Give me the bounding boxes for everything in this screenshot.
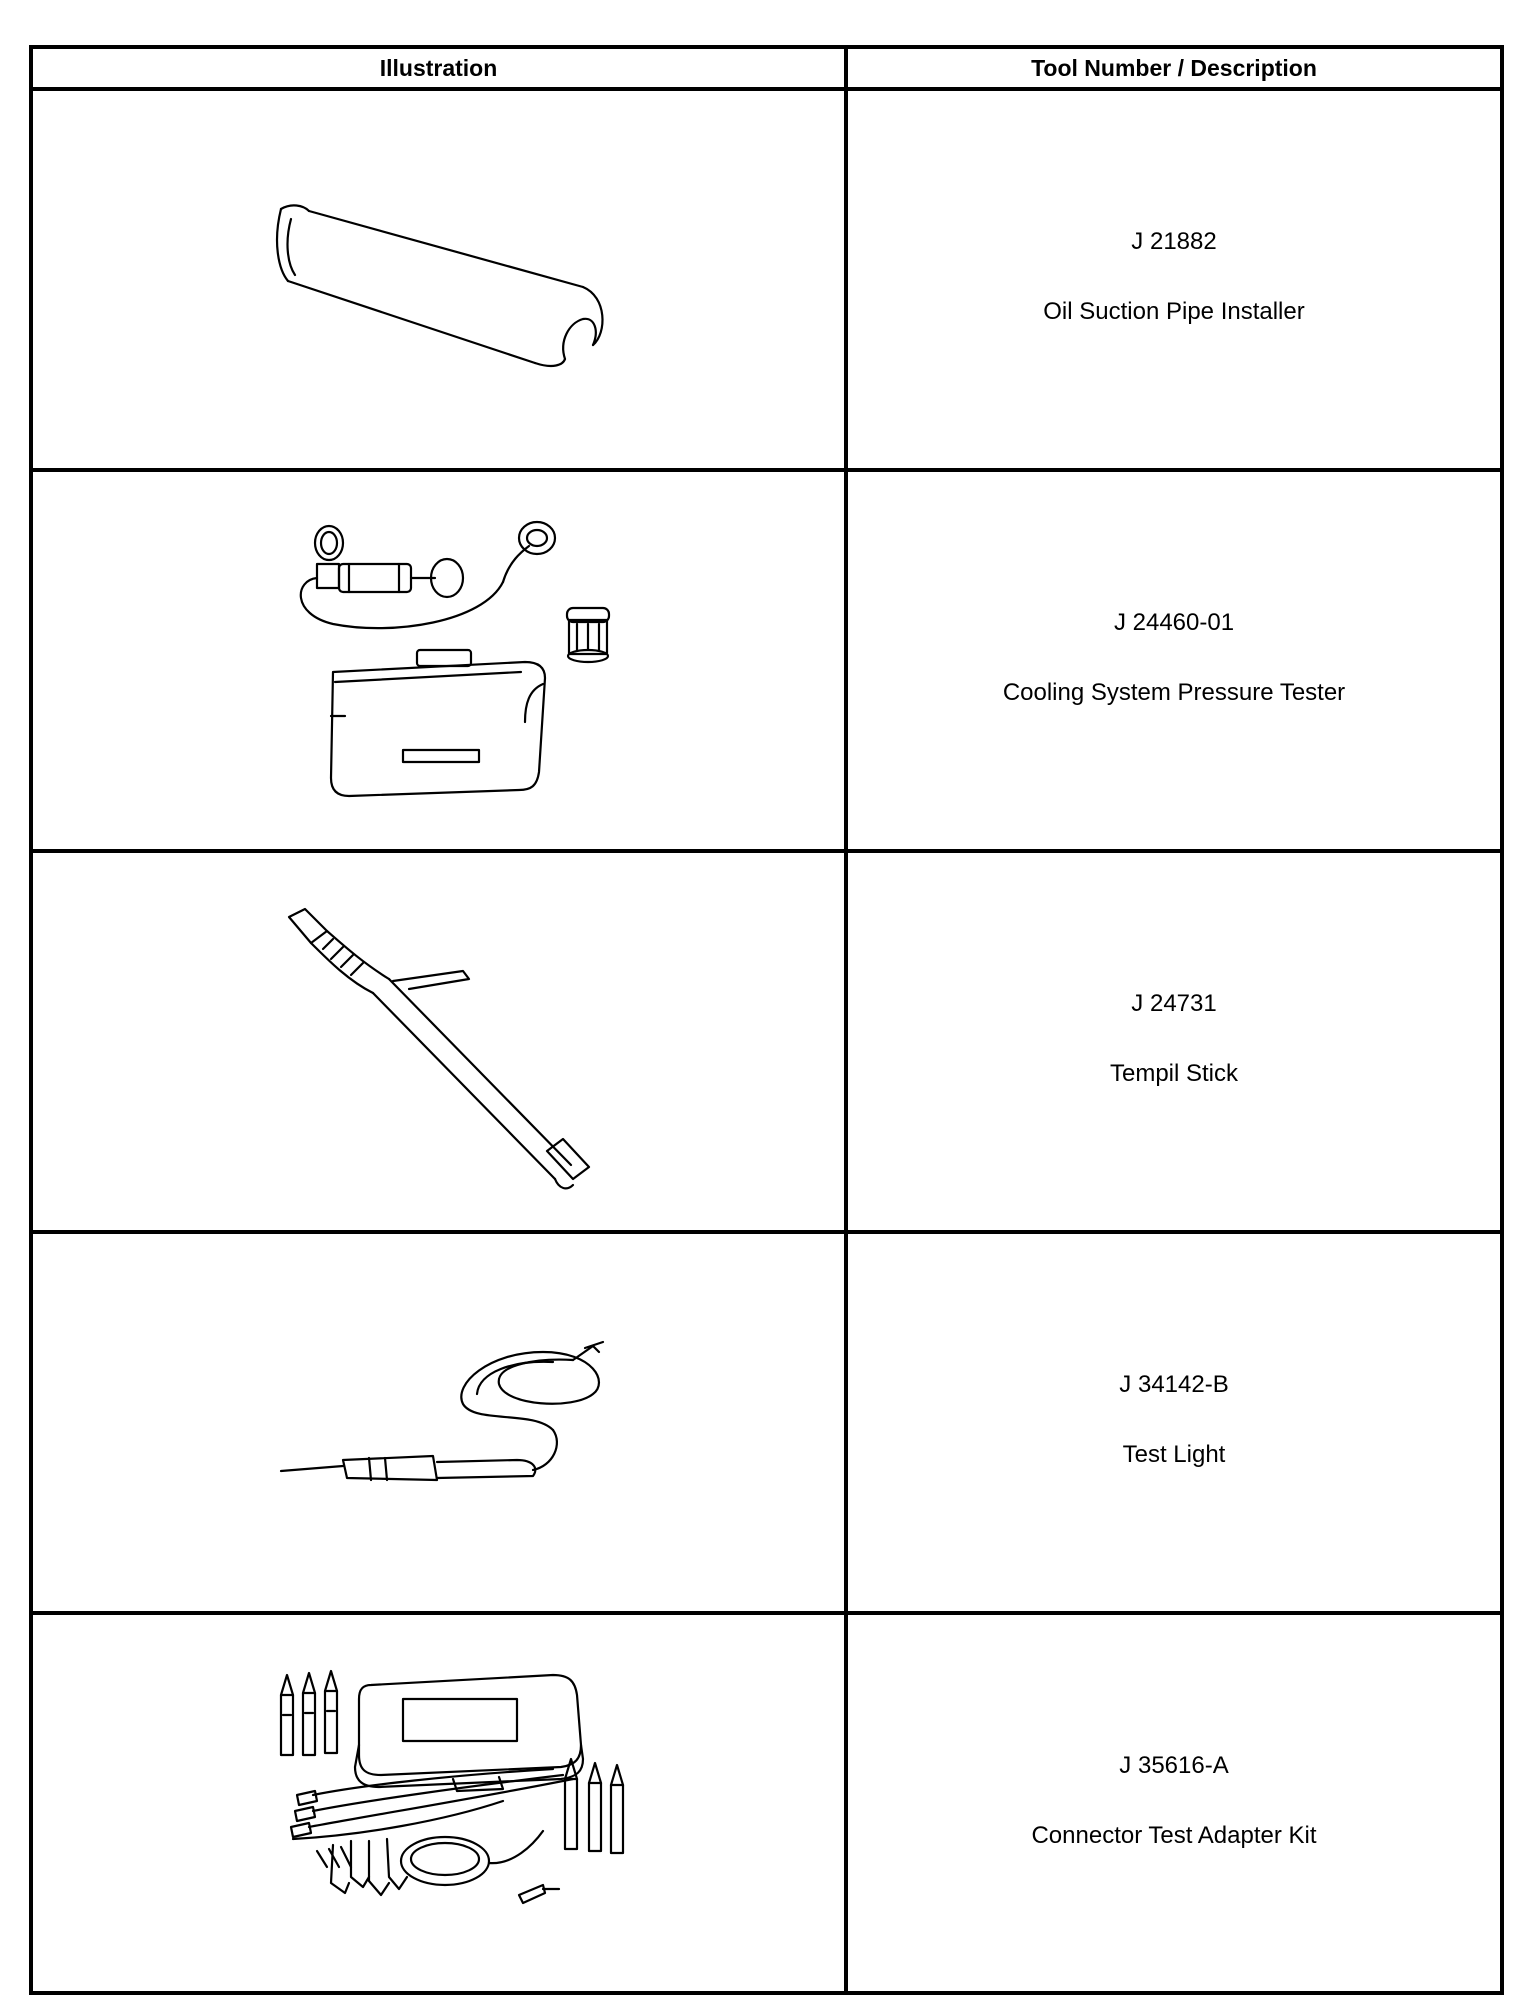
tool-description: Oil Suction Pipe Installer <box>1043 298 1305 325</box>
description-cell <box>848 853 1500 1230</box>
connector-adapter-kit-icon <box>33 1615 844 1991</box>
tempil-stick-icon <box>33 853 844 1230</box>
description-cell <box>848 91 1500 468</box>
table-row <box>33 91 1500 472</box>
table-header-row <box>33 49 1500 91</box>
illustration-cell <box>33 1234 844 1611</box>
tool-description: Tempil Stick <box>1109 1060 1239 1087</box>
illustration-cell <box>33 91 844 468</box>
header-illustration: Illustration <box>379 55 498 81</box>
table-row <box>33 1615 1500 1991</box>
tool-number: J 34142-B <box>1119 1371 1229 1398</box>
description-cell <box>848 472 1500 849</box>
table-row <box>33 1234 1500 1615</box>
table-row <box>33 853 1500 1234</box>
header-tool-number-description: Tool Number / Description <box>1031 55 1317 81</box>
description-cell <box>848 1615 1500 1991</box>
tool-number: J 24731 <box>1131 990 1217 1017</box>
illustration-cell <box>33 472 844 849</box>
tool-description: Test Light <box>1122 1441 1226 1468</box>
test-light-icon <box>33 1234 844 1611</box>
special-tools-table <box>29 45 1504 1995</box>
illustration-cell <box>33 853 844 1230</box>
illustration-cell <box>33 1615 844 1991</box>
half-pipe-installer-icon <box>33 91 844 468</box>
pressure-tester-kit-icon <box>33 472 844 849</box>
tool-description: Connector Test Adapter Kit <box>1031 1822 1317 1849</box>
description-cell <box>848 1234 1500 1611</box>
tool-description: Cooling System Pressure Tester <box>1002 679 1346 706</box>
tool-number: J 21882 <box>1131 228 1217 255</box>
tool-number: J 24460-01 <box>1113 609 1235 636</box>
table-row <box>33 472 1500 853</box>
tool-number: J 35616-A <box>1119 1752 1229 1779</box>
